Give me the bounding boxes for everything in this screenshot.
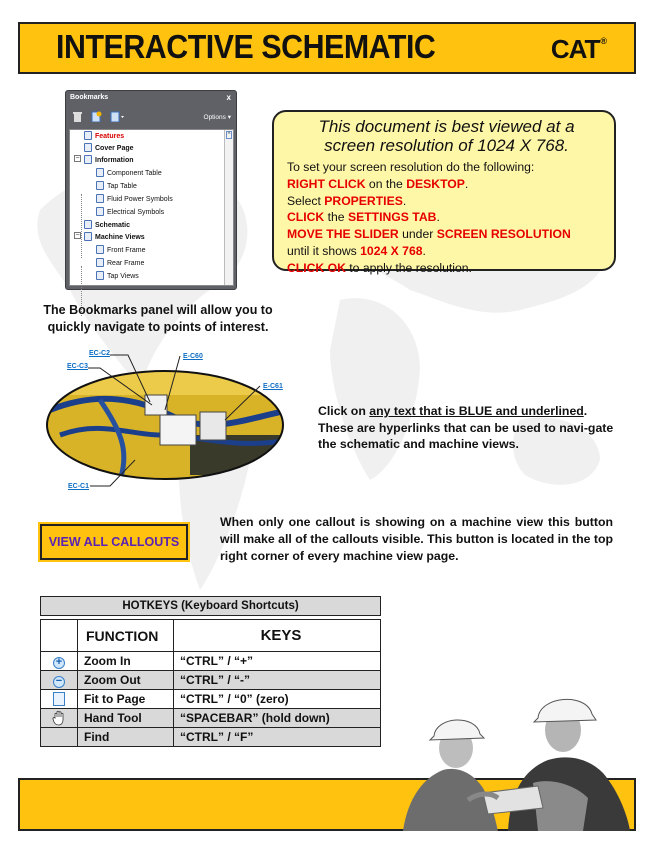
bookmark-rear-frame[interactable]: Rear Frame: [96, 258, 144, 267]
bookmark-tap-table[interactable]: Tap Table: [96, 181, 137, 190]
bookmark-electrical-symbols[interactable]: Electrical Symbols: [96, 207, 164, 216]
header-banner: [18, 22, 636, 74]
fit-page-icon: [53, 692, 65, 706]
hotkeys-title: HOTKEYS (Keyboard Shortcuts): [40, 596, 381, 616]
bookmarks-caption: The Bookmarks panel will allow you to quickly navigate to points of interest.: [43, 303, 273, 334]
bookmark-icon: [96, 181, 104, 190]
bookmark-icon: [96, 207, 104, 216]
callout-link-ec-c2[interactable]: EC-C2: [89, 350, 111, 357]
hotkeys-table: [40, 619, 381, 747]
function-column-header: FUNCTION: [78, 620, 174, 652]
options-menu[interactable]: Options ▾: [203, 114, 231, 121]
bookmark-icon: [84, 155, 92, 164]
scroll-up-icon[interactable]: ^: [227, 132, 231, 138]
callout-link-e-c61[interactable]: E-C61: [263, 383, 283, 390]
info-title: This document is best viewed at a screen resolution of 1024 X 768.: [318, 117, 575, 155]
zoom-in-icon: +: [53, 657, 65, 669]
bookmark-icon: [96, 168, 104, 177]
bookmark-schematic[interactable]: Schematic: [84, 220, 130, 229]
bookmark-icon: [96, 194, 104, 203]
bookmarks-tree: [69, 129, 234, 286]
table-row: Fit to Page “CTRL” / “0” (zero): [41, 690, 381, 709]
bookmark-features[interactable]: Features: [84, 131, 124, 140]
bookmark-options-icon[interactable]: [110, 111, 125, 122]
table-row: Hand Tool “SPACEBAR” (hold down): [41, 709, 381, 728]
bookmark-icon: [96, 258, 104, 267]
zoom-out-icon: −: [53, 676, 65, 688]
bookmark-icon: [96, 245, 104, 254]
hand-icon: [52, 710, 66, 726]
bookmark-component-table[interactable]: Component Table: [96, 168, 162, 177]
bookmark-icon: [84, 232, 92, 241]
bookmark-icon: [84, 143, 92, 152]
bookmark-machine-views[interactable]: Machine Views: [84, 232, 145, 241]
hyperlink-instructions: Click on any text that is BLUE and underlined. These are hyperlinks that can be used to navi-gate the schematic and machine views.: [318, 404, 614, 451]
info-instructions: To set your screen resolution do the following: RIGHT CLICK on the DESKTOP. Select PROPERTIES. CLICK the SETTINGS TAB. MOVE THE SLIDER under SCREEN RESOLUTION until it shows 1024 X 768. CLICK OK to apply the resolution.: [287, 160, 571, 275]
callout-link-ec-c1[interactable]: EC-C1: [68, 483, 90, 490]
workers-photo: [398, 688, 636, 831]
callout-link-ec-c3[interactable]: EC-C3: [67, 363, 89, 370]
bookmark-icon: [96, 271, 104, 280]
page-title: INTERACTIVE SCHEMATIC: [56, 28, 436, 65]
bookmark-tap-views[interactable]: Tap Views: [96, 271, 139, 280]
table-row: + Zoom In “CTRL” / “+”: [41, 652, 381, 671]
cat-logo: [551, 34, 606, 65]
bookmarks-panel: [65, 90, 237, 290]
collapse-toggle-machine-views[interactable]: −: [75, 232, 80, 239]
bookmark-front-frame[interactable]: Front Frame: [96, 245, 146, 254]
callout-link-e-c60[interactable]: E-C60: [183, 353, 203, 360]
bookmark-information[interactable]: Information: [84, 155, 134, 164]
table-row: Find “CTRL” / “F”: [41, 728, 381, 747]
registered-mark: ®: [600, 36, 606, 46]
collapse-toggle-information[interactable]: −: [75, 155, 80, 162]
view-all-description: When only one callout is showing on a machine view this button will make all of the callouts visible. This button is located in the top right corner of every machine view page.: [220, 515, 613, 563]
new-bookmark-icon[interactable]: [91, 111, 102, 122]
bookmark-icon: [84, 131, 92, 140]
trash-icon[interactable]: [72, 111, 83, 122]
view-all-callouts-button[interactable]: VIEW ALL CALLOUTS: [40, 524, 188, 560]
close-icon[interactable]: x: [226, 93, 231, 102]
icon-column-header: [41, 620, 78, 652]
keys-column-header: KEYS: [174, 620, 381, 652]
bookmark-cover-page[interactable]: Cover Page: [84, 143, 134, 152]
cat-logo-text: CAT: [550, 34, 600, 64]
bookmarks-header: [66, 91, 236, 107]
bookmark-fluid-power-symbols[interactable]: Fluid Power Symbols: [96, 194, 173, 203]
bookmarks-toolbar: [66, 107, 236, 129]
bookmarks-scrollbar[interactable]: [224, 130, 233, 285]
bookmark-icon: [84, 220, 92, 229]
table-row: − Zoom Out “CTRL” / “-”: [41, 671, 381, 690]
resolution-info-box: [272, 110, 616, 275]
bookmarks-title: Bookmarks: [70, 94, 109, 101]
